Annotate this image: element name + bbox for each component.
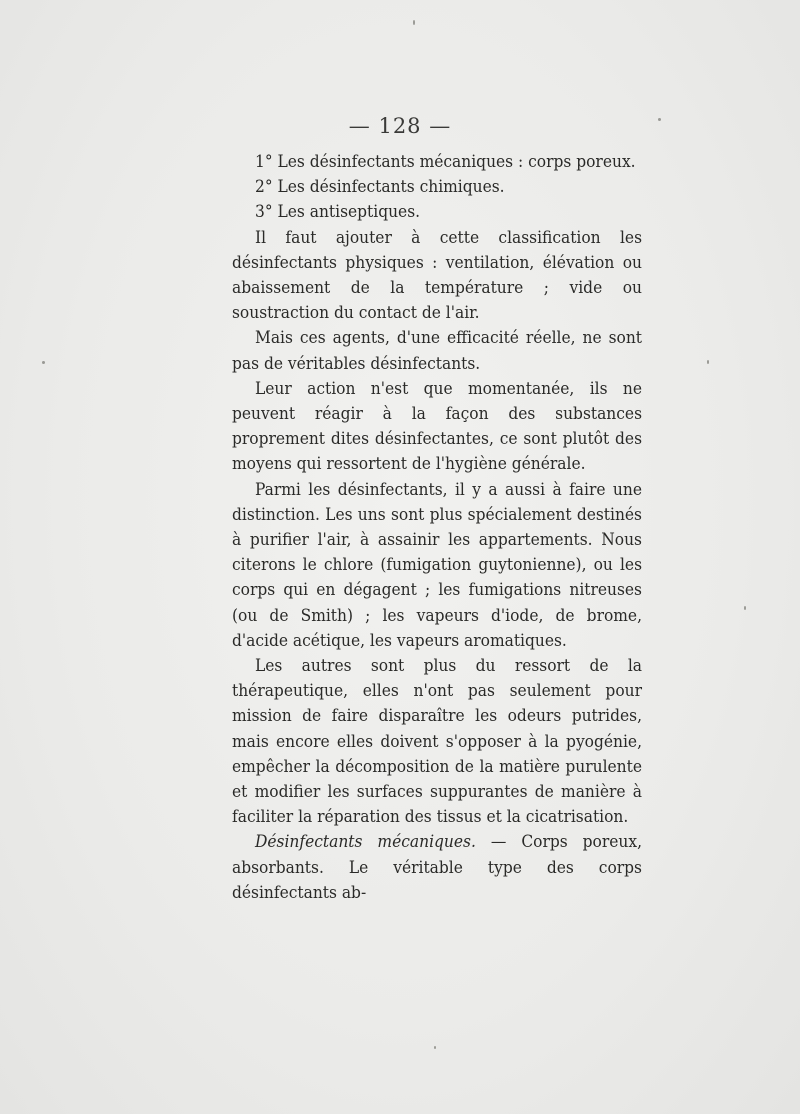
paper-speck: [707, 360, 709, 364]
paragraph-physical: Il faut ajouter à cette classification les désinfectants physiques : ventilation, élévation ou abaissement de la température ; vide ou soustraction du contact de l'air.: [232, 227, 642, 324]
list-item-chemical: 2° Les désinfectants chimiques.: [255, 177, 505, 198]
paper-speck: [434, 1046, 436, 1049]
paper-speck: [413, 20, 415, 25]
list-item-antiseptic: 3° Les antiseptiques.: [255, 202, 421, 223]
section-text: — Corps poreux, absorbants. Le véritable type des corps désinfectants ab-: [232, 832, 642, 903]
paper-speck: [42, 361, 45, 364]
paragraph-action: Leur action n'est que momentanée, ils ne peuvent réagir à la façon des substances proprement dites désinfectantes, ce sont plutôt des moyens qui ressortent de l'hygiène générale.: [232, 378, 642, 475]
section-lead: Désinfectants mécaniques.: [255, 832, 476, 853]
page-number: — 128 —: [348, 114, 452, 138]
paper-speck: [658, 118, 661, 121]
paragraph-agents: Mais ces agents, d'une efficacité réelle, ne sont pas de véritables désinfectants.: [232, 328, 642, 374]
paragraph-mechanical: [232, 830, 642, 906]
paragraph-distinction: Parmi les désinfectants, il y a aussi à faire une distinction. Les uns sont plus spécialement destinés à purifier l'air, à assainir les appartements. Nous citerons le chlore (fumigation guytonienne), ou les corps qui en dégagent ; les fumigations nitreuses (ou de Smith) ; les vapeurs d'iode, de brome, d'acide acétique, les vapeurs aromatiques.: [232, 479, 642, 651]
paper-speck: [744, 606, 746, 610]
list-item-mechanical: 1° Les désinfectants mécaniques : corps poreux.: [255, 152, 636, 172]
body-text: [232, 150, 642, 906]
paragraph-therapeutic: Les autres sont plus du ressort de la thérapeutique, elles n'ont pas seulement pour mission de faire disparaître les odeurs putrides, mais encore elles doivent s'opposer à la pyogénie, empêcher la décomposition de la matière purulente et modifier les surfaces suppurantes de manière à faciliter la réparation des tissus et la cicatrisation.: [232, 656, 642, 828]
